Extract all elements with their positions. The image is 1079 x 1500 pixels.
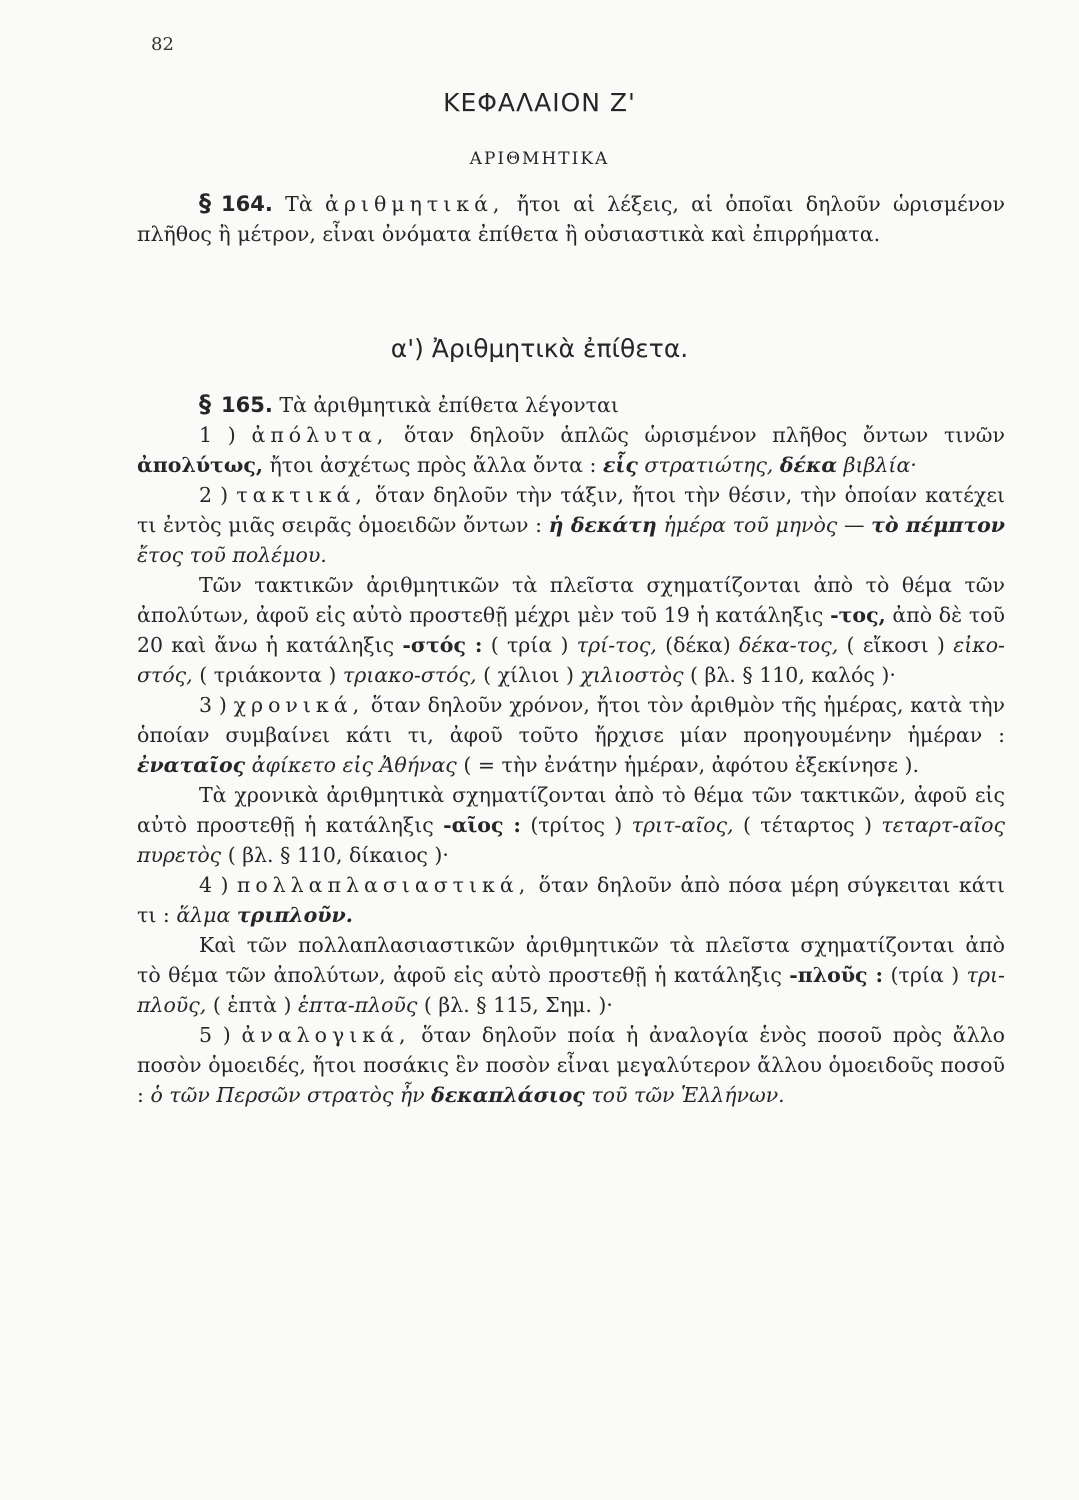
section-sign: § <box>199 390 211 418</box>
paragraph-164 <box>137 188 1005 249</box>
text-run: ( ἑπτὰ ) <box>212 993 292 1017</box>
italic-example: χιλιοστὸς <box>580 663 684 687</box>
text-run: — <box>843 513 865 537</box>
italic-example: ὁ τῶν Περσῶν στρατὸς ἦν <box>150 1083 425 1107</box>
italic-example: ἑπτα-πλοῦς <box>298 993 418 1017</box>
section-165 <box>137 389 1005 1110</box>
item-number: 4 ) <box>199 873 229 897</box>
italic-example: εἰκο-στός, <box>137 633 1005 687</box>
item-number: 2 ) <box>199 483 229 507</box>
text-run: Τῶν τακτικῶν ἀριθμητικῶν τὰ πλεῖστα σχηματίζονται ἀπὸ τὸ θέμα τῶν ἀπολύτων, ἀφοῦ εἰς αὐτὸ προστεθῇ μέχρι μὲν τοῦ 19 ἡ κατάληξις <box>137 573 1005 627</box>
chapter-title: ΚΕΦΑΛΑΙΟΝ Ζ' <box>443 88 636 117</box>
bold-term: ἀπολύτως, <box>137 453 263 477</box>
bold-ending: -τος, <box>830 603 886 627</box>
text-run: Τὰ <box>285 192 313 216</box>
spaced-term: χρονικά, <box>233 693 365 717</box>
italic-example: βιβλία· <box>843 453 917 477</box>
italic-example: δέκα-τος, <box>739 633 839 657</box>
italic-example: τριτ-αῖος, <box>631 813 734 837</box>
spaced-term: τακτικά, <box>236 483 367 507</box>
section-number: 165. <box>221 393 273 417</box>
text-run: ( χίλιοι ) <box>483 663 574 687</box>
bold-example: εἷς <box>602 453 638 477</box>
text-run: ( = τὴν ἐνάτην ἡμέραν, ἀφότου ἐξεκίνησε ). <box>463 753 919 777</box>
text-run: ( τριάκοντα ) <box>199 663 337 687</box>
section-sign: § <box>199 189 211 217</box>
text-run: ἤτοι ἀσχέτως πρὸς ἄλλα ὄντα : <box>269 453 597 477</box>
chapter-subtitle: ΑΡΙΘΜΗΤΙΚΑ <box>469 149 610 169</box>
text-run: ἤτοι αἱ λέξεις, αἱ ὁποῖαι δηλοῦν ὡρισμένον πλῆθος ἢ μέτρον, εἶναι ὀνόματα ἐπίθετα ἢ οὐσιαστικὰ καὶ ἐπιρρήματα. <box>137 192 1005 246</box>
text-run: ( τέταρτος ) <box>742 813 873 837</box>
text-run: ὅταν δηλοῦν χρόνον, ἤτοι τὸν ἀριθμὸν τῆς ἡμέρας, κατὰ τὴν ὁποίαν συμβαίνει κάτι τι, ἀφοῦ τοῦτο ἤρχισε μίαν προηγουμένην ἡμέραν : <box>137 693 1005 747</box>
item-2 <box>137 480 1005 570</box>
text-run: ὅταν δηλοῦν ποία ἡ ἀναλογία ἑνὸς ποσοῦ πρὸς ἄλλο ποσὸν ὁμοειδές, ἤτοι ποσάκις ἓν ποσὸν εἶναι μεγαλύτερον ἄλλου ὁμοειδοῦς ποσοῦ : <box>137 1023 1005 1107</box>
bold-example: ἐναταῖος <box>137 753 246 777</box>
paragraph-taktika <box>137 570 1005 690</box>
bold-ending: -στός : <box>402 633 483 657</box>
text-run: (τρίτος ) <box>530 813 623 837</box>
text-run: Καὶ τῶν πολλαπλασιαστικῶν ἀριθμητικῶν τὰ πλεῖστα σχηματίζονται ἀπὸ τὸ θέμα τῶν ἀπολύτων, ἀφοῦ εἰς αὐτὸ προστεθῇ ἡ κατάληξις <box>137 933 1005 987</box>
italic-example: ἔτος τοῦ πολέμου. <box>137 543 327 567</box>
italic-example: ἡμέρα τοῦ μηνὸς <box>663 513 838 537</box>
text-run: Τὰ χρονικὰ ἀριθμητικὰ σχηματίζονται ἀπὸ τὸ θέμα τῶν τακτικῶν, ἀφοῦ εἰς αὐτὸ προστεθῇ ἡ κατάληξις <box>137 783 1005 837</box>
text-run: ὅταν δηλοῦν ἁπλῶς ὡρισμένον πλῆθος ὄντων τινῶν <box>404 423 1005 447</box>
italic-example: τριακο-στός, <box>342 663 477 687</box>
text-run: ( βλ. § 110, δίκαιος )· <box>227 843 449 867</box>
section-number: 164. <box>221 192 273 216</box>
text-run: (τρία ) <box>890 963 960 987</box>
paragraph-pollaplasiastika <box>137 930 1005 1020</box>
text-run: ( εἴκοσι ) <box>846 633 945 657</box>
bold-example: τριπλοῦν. <box>236 903 353 927</box>
spaced-term: ἀριθμητικά, <box>325 192 505 216</box>
bold-example: τὸ πέμπτον <box>871 513 1006 537</box>
italic-example: ἅλμα <box>176 903 231 927</box>
bold-example: ἡ δεκάτη <box>548 513 657 537</box>
section-164 <box>137 188 1005 249</box>
text-run: Τὰ ἀριθμητικὰ ἐπίθετα λέγονται <box>279 393 619 417</box>
text-run: ( βλ. § 110, καλός )· <box>690 663 896 687</box>
text-run: ὅταν δηλοῦν τὴν τάξιν, ἤτοι τὴν θέσιν, τὴν ὁποίαν κατέχει τι ἐντὸς μιᾶς σειρᾶς ὁμοειδῶν ὄντων : <box>137 483 1005 537</box>
bold-example: δέκα <box>779 453 838 477</box>
italic-example: τεταρτ-αῖος πυρετὸς <box>137 813 1005 867</box>
paragraph-xronika <box>137 780 1005 870</box>
item-3 <box>137 690 1005 780</box>
item-4 <box>137 870 1005 930</box>
bold-example: δεκαπλάσιος <box>431 1083 585 1107</box>
italic-example: ἀφίκετο εἰς Ἀθήνας <box>251 753 457 777</box>
spaced-term: ἀπόλυτα, <box>251 423 389 447</box>
spaced-term: ἀναλογικά, <box>241 1023 411 1047</box>
text-run: ὅταν δηλοῦν ἀπὸ πόσα μέρη σύγκειται κάτι τι : <box>137 873 1005 927</box>
spaced-term: πολλαπλασιαστικά, <box>236 873 531 897</box>
italic-example: τρί-τος, <box>576 633 657 657</box>
item-number: 5 ) <box>199 1023 231 1047</box>
item-number: 3 ) <box>199 693 227 717</box>
italic-example: στρατιώτης, <box>644 453 774 477</box>
italic-example: τρι-πλοῦς, <box>137 963 1005 1017</box>
bold-ending: -αῖος : <box>443 813 521 837</box>
section-heading: α') Ἀριθμητικὰ ἐπίθετα. <box>390 334 689 363</box>
text-run: ἀπὸ δὲ τοῦ 20 καὶ ἄνω ἡ κατάληξις <box>137 603 1005 657</box>
bold-ending: -πλοῦς : <box>789 963 884 987</box>
text-run: ( βλ. § 115, Σημ. )· <box>423 993 613 1017</box>
item-number: 1 ) <box>199 423 236 447</box>
item-1 <box>137 420 1005 480</box>
text-run: ( τρία ) <box>490 633 569 657</box>
item-5 <box>137 1020 1005 1110</box>
page-number: 82 <box>151 34 174 55</box>
paragraph-165 <box>137 389 1005 420</box>
italic-example: τοῦ τῶν Ἑλλήνων. <box>591 1083 785 1107</box>
text-run: (δέκα) <box>665 633 731 657</box>
